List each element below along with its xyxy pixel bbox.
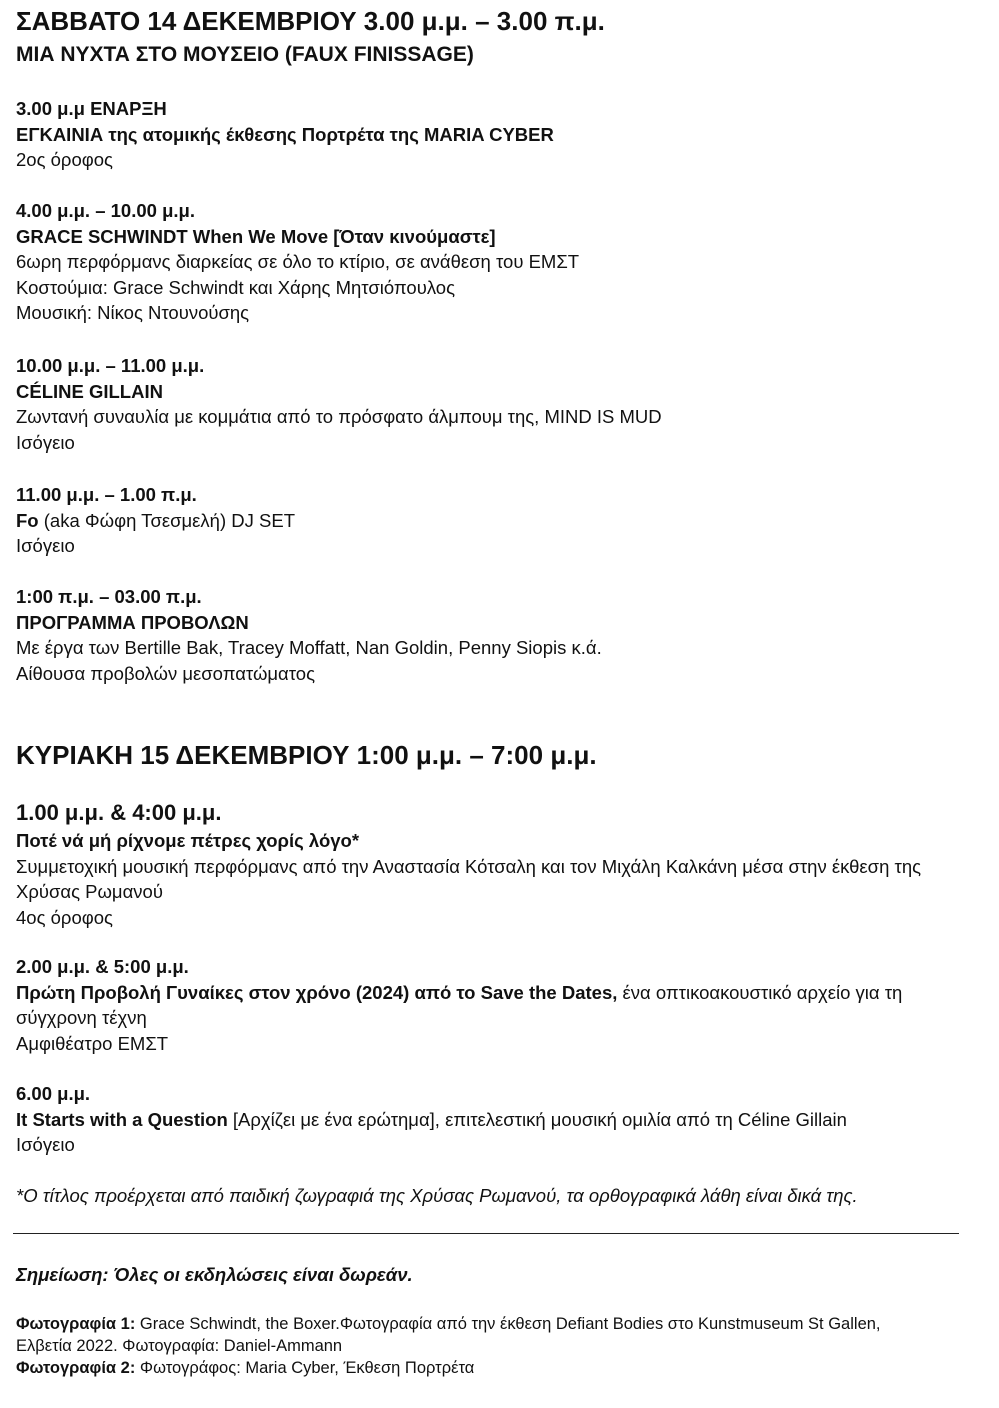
event-time: 10.00 μ.μ. – 11.00 μ.μ. <box>16 355 205 376</box>
event-name: ΠΡΟΓΡΑΜΜΑ ΠΡΟΒΟΛΩΝ <box>16 611 249 633</box>
saturday-title: ΣΑΒΒΑΤΟ 14 ΔΕΚΕΜΒΡΙΟΥ 3.00 μ.μ. – 3.00 π.μ. <box>16 6 605 36</box>
note <box>16 1262 413 1288</box>
event-time: 1.00 μ.μ. & 4:00 μ.μ. <box>16 800 222 825</box>
event-location: Αμφιθέατρο ΕΜΣΤ <box>16 1032 169 1054</box>
event-description: Με έργα των Bertille Bak, Tracey Moffatt, Nan Goldin, Penny Siopis κ.ά. <box>16 637 602 658</box>
event-location: Ισόγειο <box>16 1134 75 1155</box>
event-name-rest: ένα οπτικοακουστικό αρχείο για τη σύγχρονη τέχνη <box>16 981 903 1028</box>
event-costumes: Κοστούμια: Grace Schwindt και Χάρης Μητσιόπουλος <box>16 276 455 298</box>
event-block <box>16 798 966 930</box>
event-description: Ζωντανή συναυλία με κομμάτια από το πρόσφατο άλμπουμ της, MIND IS MUD <box>16 406 662 427</box>
event-music: Μουσική: Νίκος Ντουνούσης <box>16 302 250 323</box>
photo-credits <box>16 1313 936 1379</box>
event-location: Αίθουσα προβολών μεσοπατώματος <box>16 662 315 684</box>
saturday-subtitle: ΜΙΑ ΝΥΧΤΑ ΣΤΟ ΜΟΥΣΕΙΟ (FAUX FINISSAGE) <box>16 43 474 66</box>
event-name: Πρώτη Προβολή Γυναίκες στον χρόνο (2024) από το Save the Dates, <box>16 981 618 1003</box>
event-time: 6.00 μ.μ. <box>16 1083 91 1104</box>
event-time: 11.00 μ.μ. – 1.00 π.μ. <box>16 484 197 505</box>
event-block <box>16 1081 966 1158</box>
note-text: Σημείωση: Όλες οι εκδηλώσεις είναι δωρεάν. <box>16 1264 413 1285</box>
event-block <box>16 198 579 326</box>
event-name-rest: [Αρχίζει με ένα ερώτημα], επιτελεστική μουσική ομιλία από τη Céline Gillain <box>227 1108 847 1130</box>
photo2-text: Φωτογράφος: Maria Cyber, Έκθεση Πορτρέτα <box>135 1359 475 1377</box>
event-time: 2.00 μ.μ. & 5:00 μ.μ. <box>16 956 189 977</box>
event-location: 4ος όροφος <box>16 906 113 928</box>
event-name: Ποτέ νά μή ρίχνομε πέτρες χορίς λόγο* <box>16 830 360 851</box>
event-location: Ισόγειο <box>16 535 75 556</box>
photo1-label: Φωτογραφία 1: <box>16 1315 136 1333</box>
event-block <box>16 482 295 559</box>
divider <box>16 1233 962 1234</box>
footnote: *Ο τίτλος προέρχεται από παιδική ζωγραφιά της Χρύσας Ρωμανού, τα ορθογραφικά λάθη είναι δικά της. <box>16 1185 858 1206</box>
event-name: Fo <box>16 509 39 531</box>
event-name: It Starts with a Question <box>16 1108 228 1130</box>
event-block <box>16 96 554 173</box>
event-time: 1:00 π.μ. – 03.00 π.μ. <box>16 586 202 607</box>
event-block <box>16 954 966 1056</box>
event-name: ΕΓΚΑΙΝΙΑ της ατομικής έκθεσης Πορτρέτα της MARIA CYBER <box>16 123 554 145</box>
sunday-title: ΚΥΡΙΑΚΗ 15 ΔΕΚΕΜΒΡΙΟΥ 1:00 μ.μ. – 7:00 μ.μ. <box>16 740 597 770</box>
event-time: 3.00 μ.μ ΕΝΑΡΞΗ <box>16 98 167 119</box>
event-description: 6ωρη περφόρμανς διαρκείας σε όλο το κτίριο, σε ανάθεση του ΕΜΣΤ <box>16 251 580 272</box>
event-name: GRACE SCHWINDT When We Move [Όταν κινούμαστε] <box>16 225 496 247</box>
photo1-text: Grace Schwindt, the Boxer.Φωτογραφία από την έκθεση Defiant Bodies στο Kunstmuseum St Gallen, Ελβετία 2022. Φωτογραφία: Daniel-Ammann <box>16 1315 881 1355</box>
event-description: Συμμετοχική μουσική περφόρμανς από την Αναστασία Κότσαλη και τον Μιχάλη Καλκάνη μέσα στην έκθεση της Χρύσας Ρωμανού <box>16 855 922 902</box>
event-block <box>16 353 662 455</box>
photo2-label: Φωτογραφία 2: <box>16 1359 136 1377</box>
event-location: Ισόγειο <box>16 431 75 453</box>
event-location: 2ος όροφος <box>16 149 113 170</box>
event-time: 4.00 μ.μ. – 10.00 μ.μ. <box>16 200 195 221</box>
event-name-rest: (aka Φώφη Τσεσμελή) DJ SET <box>38 509 295 531</box>
event-name: CÉLINE GILLAIN <box>16 380 163 402</box>
event-block <box>16 584 602 686</box>
